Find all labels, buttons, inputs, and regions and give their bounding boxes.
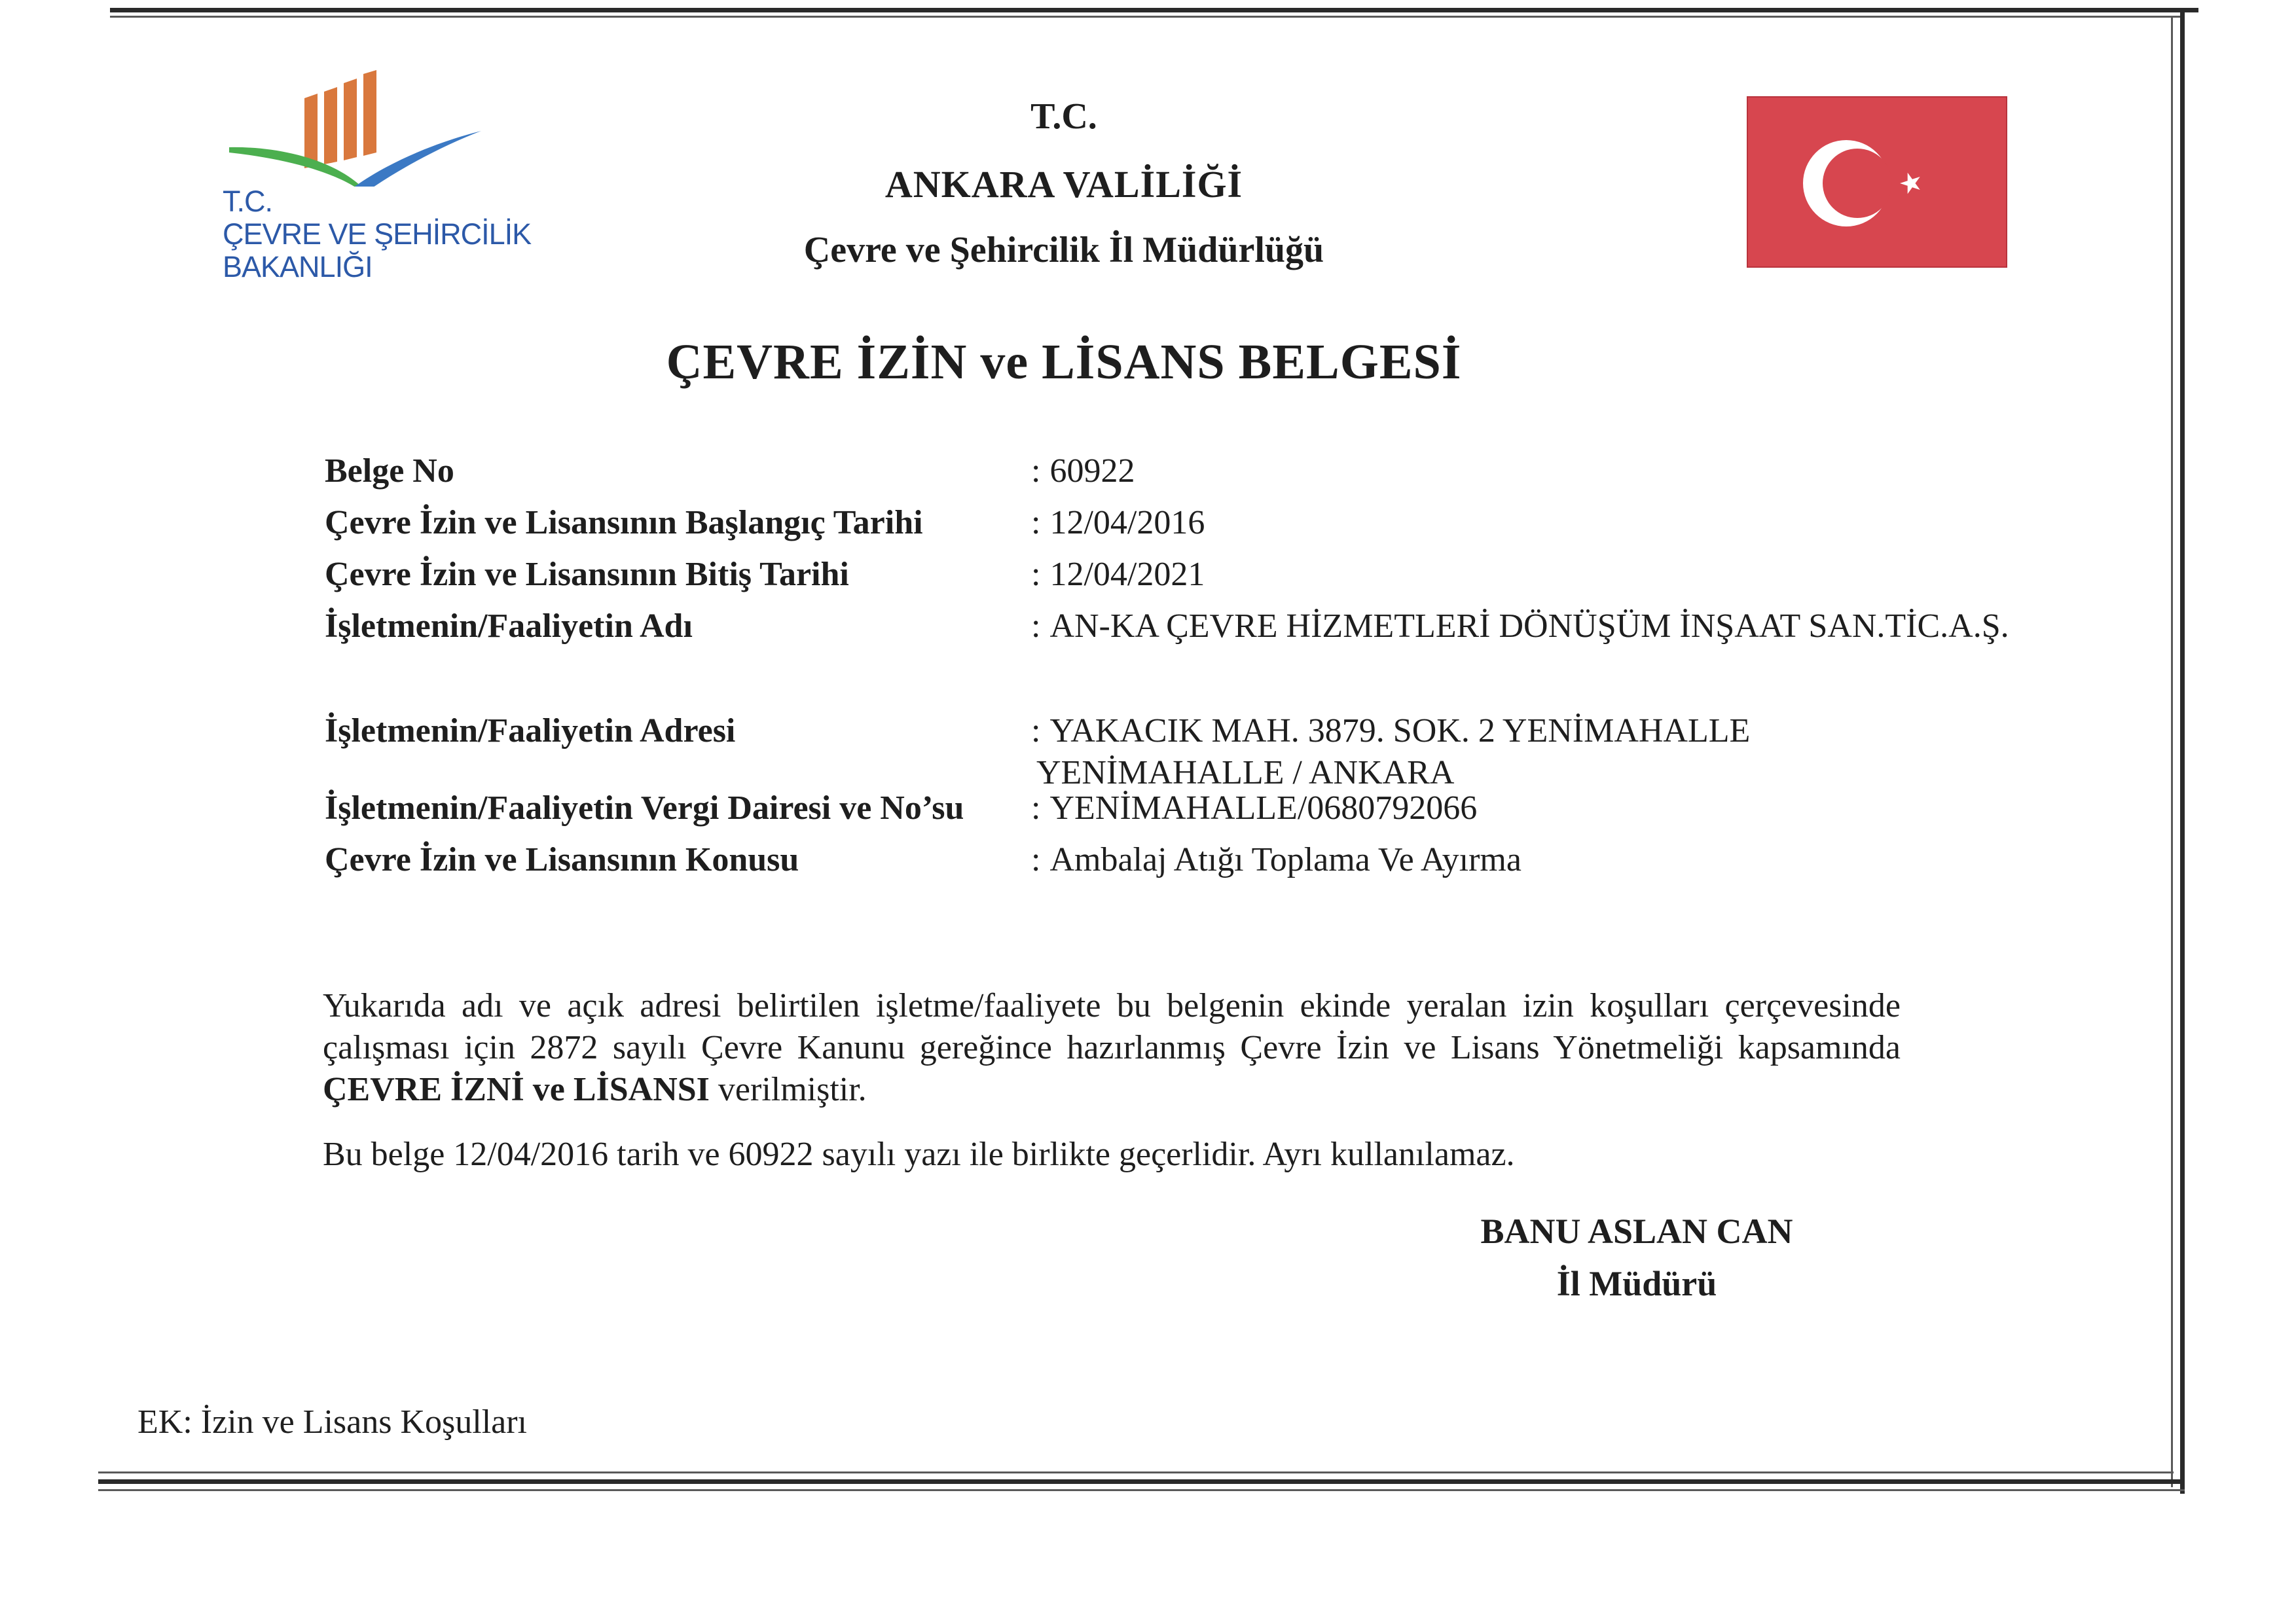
colon: : [1031, 789, 1041, 827]
border-top-inner [110, 16, 2184, 18]
header-governorate: ANKARA VALİLİĞİ [884, 163, 1243, 206]
end-date-value: 12/04/2021 [1049, 556, 1205, 593]
field-value-business-name [1031, 607, 2009, 645]
document-title: ÇEVRE İZİN ve LİSANS BELGESİ [666, 334, 1462, 389]
signatory-title: İl Müdürü [1556, 1264, 1717, 1303]
document-no-value: 60922 [1049, 452, 1135, 490]
field-value-start-date [1031, 503, 1205, 542]
para1-end: verilmiştir. [718, 1071, 867, 1108]
colon: : [1031, 556, 1041, 593]
field-label-subject: Çevre İzin ve Lisansının Konusu [325, 841, 799, 878]
border-right-outer [2180, 8, 2185, 1494]
border-top-outer [110, 8, 2198, 12]
colon: : [1031, 504, 1041, 541]
border-bottom-extra [98, 1489, 2185, 1491]
para1-start: Yukarıda adı ve açık adresi belirtilen işletme/faaliyete bu belgenin ekinde yeralan izin koşulları çerçevesinde çalışması için 2872 sayılı Çevre Kanunu gereğince hazırlanmış Çevre İzin ve Lisans Yönetmeliği kapsamında [323, 987, 1901, 1066]
border-right-inner [2171, 16, 2173, 1487]
address-line-1: YAKACIK MAH. 3879. SOK. 2 YENİMAHALLE [1049, 712, 1751, 749]
tax-office-value: YENİMAHALLE/0680792066 [1049, 789, 1478, 827]
field-value-address [1031, 710, 1750, 794]
field-label-tax-office: İşletmenin/Faaliyetin Vergi Dairesi ve No’su [325, 789, 964, 827]
start-date-value: 12/04/2016 [1049, 504, 1205, 541]
para1-bold: ÇEVRE İZNİ ve LİSANSI [323, 1071, 710, 1108]
border-bottom-inner [98, 1471, 2174, 1473]
field-value-document-no [1031, 452, 1135, 490]
field-label-business-name: İşletmenin/Faaliyetin Adı [325, 607, 693, 645]
signatory-name: BANU ASLAN CAN [1480, 1212, 1793, 1251]
body-paragraph-2: Bu belge 12/04/2016 tarih ve 60922 sayılı yazı ile birlikte geçerlidir. Ayrı kullanılamaz. [323, 1136, 1515, 1173]
address-line-2: YENİMAHALLE / ANKARA [1036, 754, 1455, 791]
field-label-start-date: Çevre İzin ve Lisansının Başlangıç Tarihi [325, 504, 923, 541]
field-value-tax-office [1031, 789, 1477, 827]
logo-line-3: BAKANLIĞI [223, 250, 373, 283]
header-tc: T.C. [1030, 96, 1097, 137]
colon: : [1031, 452, 1041, 490]
logo-line-2: ÇEVRE VE ŞEHİRCİLİK [223, 217, 532, 251]
field-label-end-date: Çevre İzin ve Lisansının Bitiş Tarihi [325, 556, 849, 593]
colon: : [1031, 841, 1041, 878]
header-directorate: Çevre ve Şehircilik İl Müdürlüğü [803, 230, 1324, 270]
colon: : [1031, 607, 1041, 645]
field-label-address: İşletmenin/Faaliyetin Adresi [325, 712, 736, 749]
body-paragraph-1 [323, 985, 1901, 1111]
border-bottom-outer [98, 1479, 2185, 1484]
logo-line-1: T.C. [223, 185, 273, 218]
business-name-value: AN-KA ÇEVRE HİZMETLERİ DÖNÜŞÜM İNŞAAT SAN.TİC.A.Ş. [1049, 607, 2009, 645]
subject-value: Ambalaj Atığı Toplama Ve Ayırma [1049, 841, 1522, 878]
field-value-subject [1031, 840, 1522, 879]
field-value-end-date [1031, 555, 1205, 594]
colon: : [1031, 712, 1041, 749]
field-label-document-no: Belge No [325, 452, 454, 490]
annex-note: EK: İzin ve Lisans Koşulları [137, 1403, 527, 1441]
